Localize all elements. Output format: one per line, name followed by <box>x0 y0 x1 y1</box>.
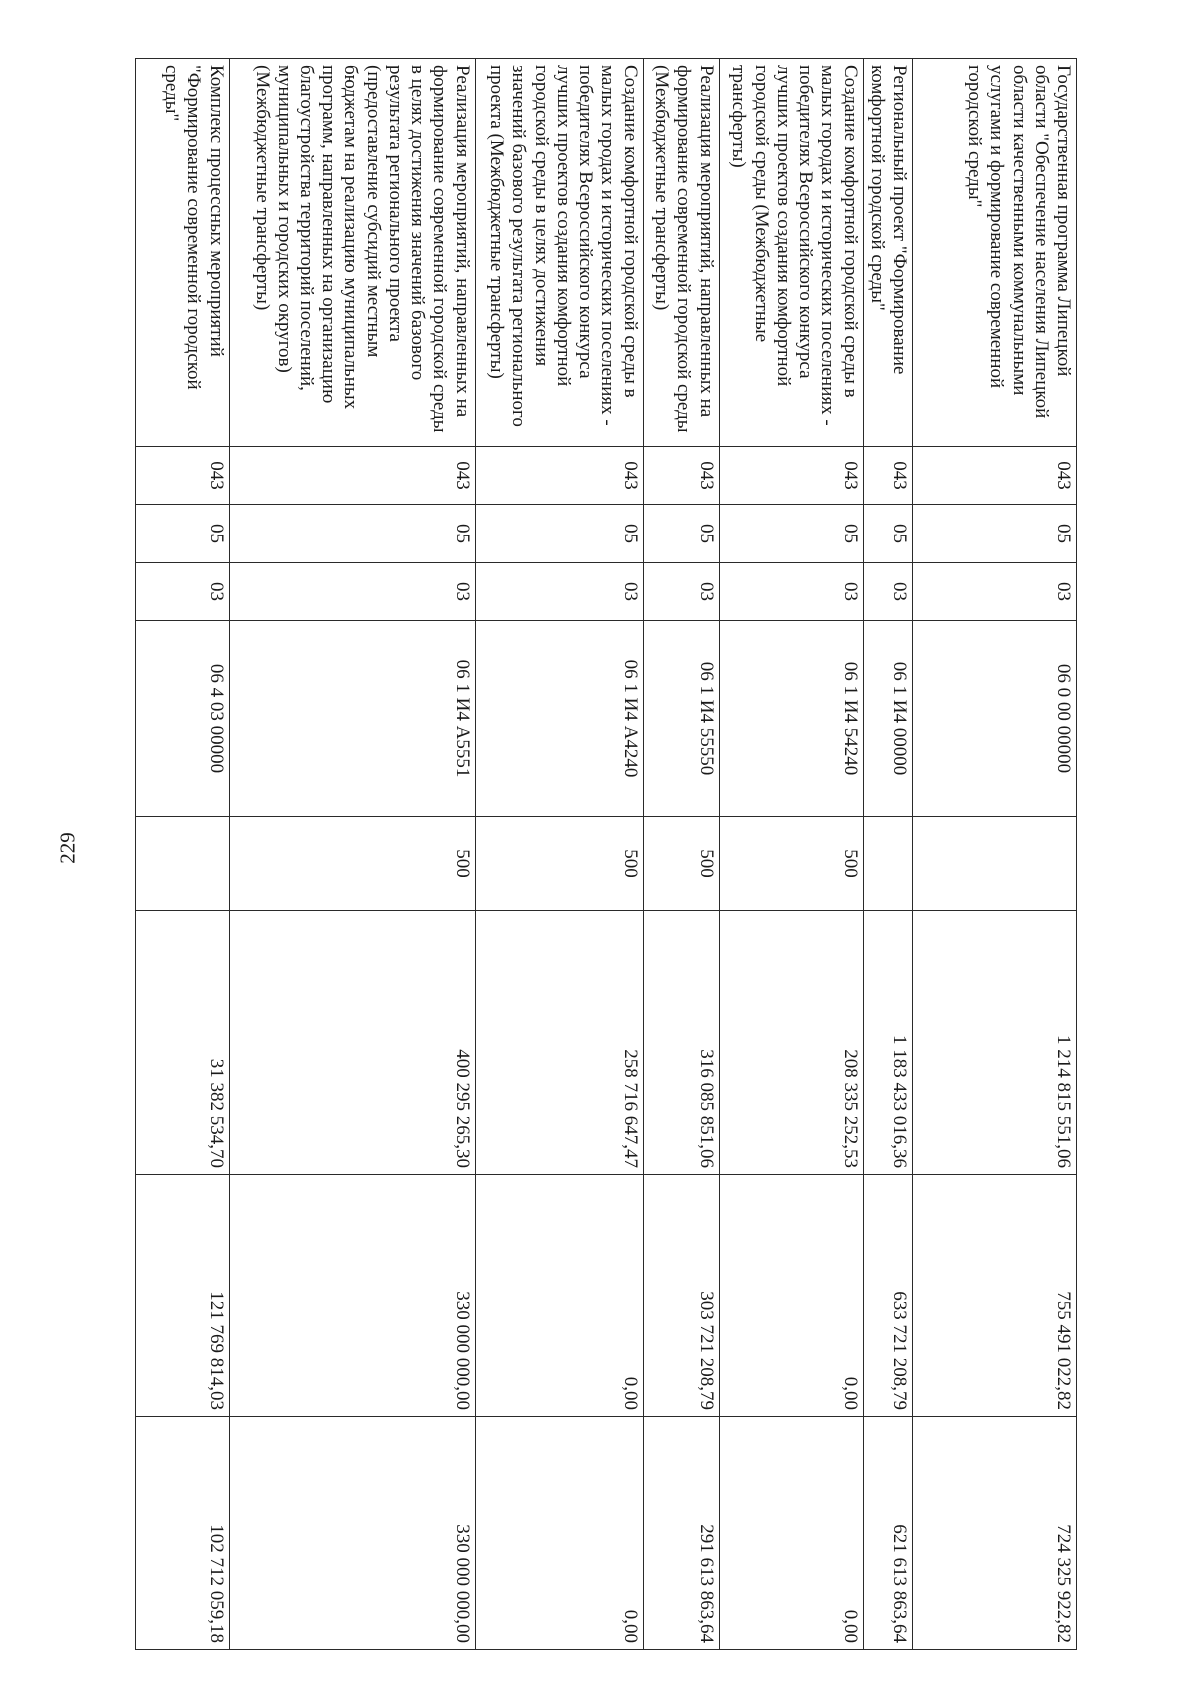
row-name: Создание комфортной городской среды в малых городах и исторических поселениях - победителях Всероссийского конкурса лучших проектов создания комфортной городской среды в целях достижения значений базового результата регионального проекта (Межбюджетные трансферты) <box>475 59 643 447</box>
target-code: 06 1 И4 00000 <box>863 621 912 817</box>
row-name: Комплекс процессных мероприятий "Формирование современной городской среды" <box>135 59 229 447</box>
amount-2: 755 491 022,82 <box>913 1175 1077 1417</box>
target-code: 06 1 И4 55550 <box>643 621 719 817</box>
amount-3: 102 712 059,18 <box>135 1417 229 1650</box>
amount-3: 724 325 922,82 <box>913 1417 1077 1650</box>
amount-1: 1 183 433 016,36 <box>863 911 912 1175</box>
ministry-code: 043 <box>643 447 719 505</box>
amount-2: 0,00 <box>719 1175 863 1417</box>
ministry-code: 043 <box>135 447 229 505</box>
rotated-table-frame <box>137 58 1077 1649</box>
section-code: 05 <box>229 505 475 563</box>
table-row <box>643 59 719 1650</box>
target-code: 06 4 03 00000 <box>135 621 229 817</box>
expense-type-code <box>135 817 229 911</box>
row-name: Государственная программа Липецкой области "Обеспечение населения Липецкой области качественными коммунальными услугами и формирование современной городской среды" <box>913 59 1077 447</box>
amount-2: 330 000 000,00 <box>229 1175 475 1417</box>
target-code: 06 0 00 00000 <box>913 621 1077 817</box>
expense-type-code: 500 <box>475 817 643 911</box>
section-code: 05 <box>135 505 229 563</box>
table-row <box>913 59 1077 1650</box>
amount-1: 208 335 252,53 <box>719 911 863 1175</box>
expense-type-code <box>913 817 1077 911</box>
ministry-code: 043 <box>475 447 643 505</box>
row-name: Реализация мероприятий, направленных на формирование современной городской среды в целях достижения значений базового результата регионального проекта (предоставление субсидий местным бюджетам на реализацию муниципальных программ, направленных на организацию благоустройства территорий поселений, муниципальных и городских округов) (Межбюджетные трансферты) <box>229 59 475 447</box>
ministry-code: 043 <box>719 447 863 505</box>
amount-3: 291 613 863,64 <box>643 1417 719 1650</box>
amount-1: 316 085 851,06 <box>643 911 719 1175</box>
ministry-code: 043 <box>229 447 475 505</box>
subsection-code: 03 <box>229 563 475 621</box>
amount-1: 400 295 265,30 <box>229 911 475 1175</box>
expense-type-code: 500 <box>719 817 863 911</box>
amount-3: 0,00 <box>475 1417 643 1650</box>
amount-2: 633 721 208,79 <box>863 1175 912 1417</box>
subsection-code: 03 <box>719 563 863 621</box>
row-name: Создание комфортной городской среды в малых городах и исторических поселениях - победителях Всероссийского конкурса лучших проектов создания комфортной городской среды (Межбюджетные трансферты) <box>719 59 863 447</box>
table-row <box>863 59 912 1650</box>
table-row <box>229 59 475 1650</box>
section-code: 05 <box>913 505 1077 563</box>
section-code: 05 <box>719 505 863 563</box>
subsection-code: 03 <box>475 563 643 621</box>
amount-3: 330 000 000,00 <box>229 1417 475 1650</box>
row-name: Реализация мероприятий, направленных на формирование современной городской среды (Межбюджетные трансферты) <box>643 59 719 447</box>
target-code: 06 1 И4 54240 <box>719 621 863 817</box>
section-code: 05 <box>475 505 643 563</box>
expense-type-code <box>863 817 912 911</box>
ministry-code: 043 <box>863 447 912 505</box>
page-number: 229 <box>55 832 80 864</box>
amount-1: 31 382 534,70 <box>135 911 229 1175</box>
amount-1: 1 214 815 551,06 <box>913 911 1077 1175</box>
amount-2: 0,00 <box>475 1175 643 1417</box>
target-code: 06 1 И4 А4240 <box>475 621 643 817</box>
table-row <box>719 59 863 1650</box>
table-row <box>135 59 229 1650</box>
subsection-code: 03 <box>135 563 229 621</box>
amount-2: 121 769 814,03 <box>135 1175 229 1417</box>
section-code: 05 <box>643 505 719 563</box>
subsection-code: 03 <box>863 563 912 621</box>
ministry-code: 043 <box>913 447 1077 505</box>
subsection-code: 03 <box>913 563 1077 621</box>
budget-table <box>135 58 1077 1650</box>
amount-3: 0,00 <box>719 1417 863 1650</box>
row-name: Региональный проект "Формирование комфортной городской среды" <box>863 59 912 447</box>
section-code: 05 <box>863 505 912 563</box>
table-row <box>475 59 643 1650</box>
target-code: 06 1 И4 А5551 <box>229 621 475 817</box>
subsection-code: 03 <box>643 563 719 621</box>
amount-2: 303 721 208,79 <box>643 1175 719 1417</box>
expense-type-code: 500 <box>643 817 719 911</box>
amount-1: 258 716 647,47 <box>475 911 643 1175</box>
amount-3: 621 613 863,64 <box>863 1417 912 1650</box>
expense-type-code: 500 <box>229 817 475 911</box>
